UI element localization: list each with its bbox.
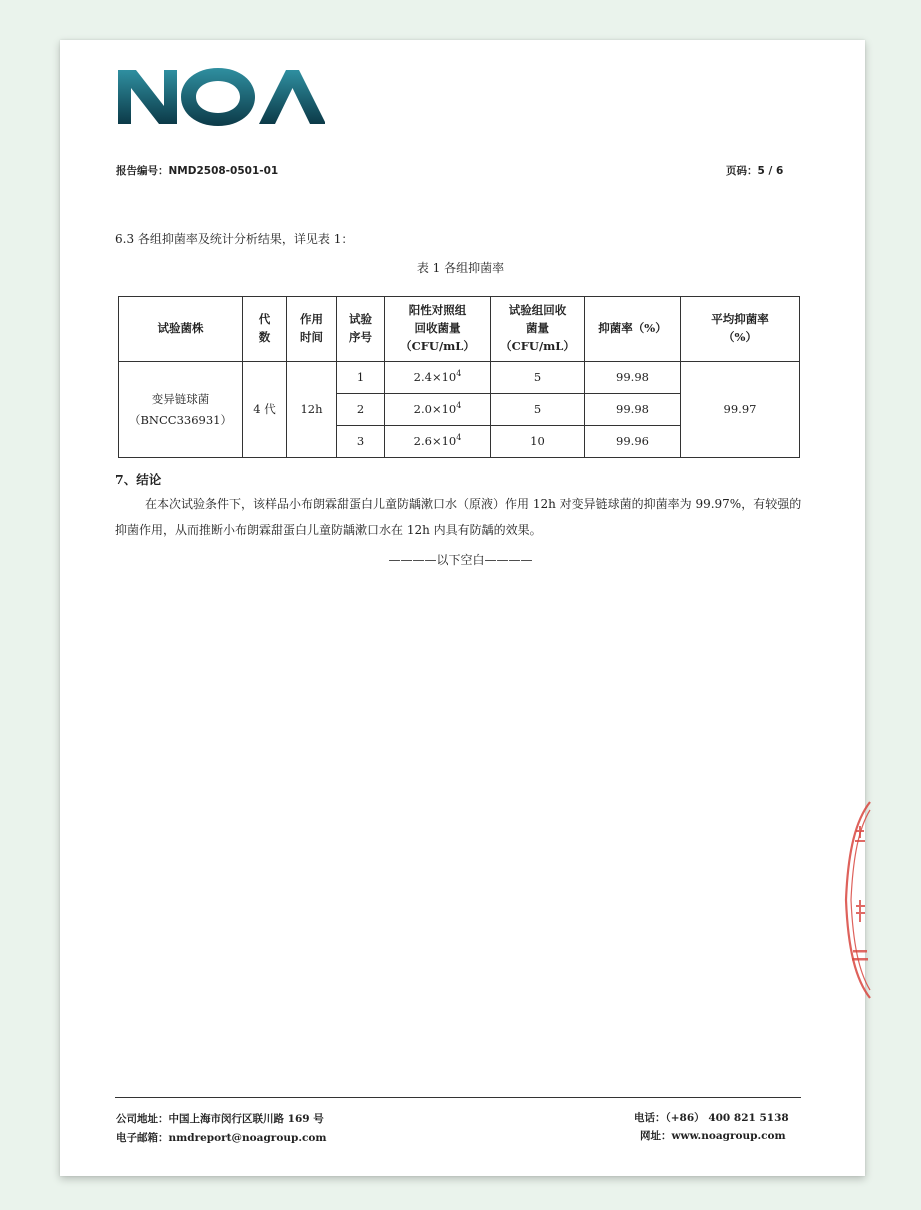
- header-average-line1: 平均抑菌率: [711, 312, 769, 327]
- rate-cell: 99.96: [585, 426, 681, 458]
- control-exponent: 4: [456, 433, 462, 443]
- footer-email: 电子邮箱：nmdreport@noagroup.com: [116, 1132, 327, 1144]
- control-value: 2.6×10: [413, 434, 457, 448]
- report-number: 报告编号：NMD2508-0501-01: [116, 165, 279, 177]
- seq-cell: 2: [337, 394, 385, 426]
- test-cell: 5: [491, 394, 585, 426]
- header-generation-line1: 代: [258, 312, 271, 327]
- header-time: [287, 297, 337, 362]
- header-control: [385, 297, 491, 362]
- footer-phone: 电话：（+86） 400 821 5138: [634, 1112, 789, 1124]
- header-seq: [337, 297, 385, 362]
- control-exponent: 4: [456, 369, 462, 379]
- header-strain: 试验菌株: [119, 297, 243, 362]
- test-cell: 5: [491, 362, 585, 394]
- header-generation-line2: 数: [258, 330, 271, 344]
- control-exponent: 4: [456, 401, 462, 411]
- rate-cell: 99.98: [585, 394, 681, 426]
- header-average-line2: （%）: [723, 330, 757, 344]
- average-cell: 99.97: [681, 362, 800, 458]
- footer-address: 公司地址：中国上海市闵行区联川路 169 号: [116, 1113, 324, 1125]
- conclusion-text: 在本次试验条件下，该样品小布朗霖甜蛋白儿童防龋漱口水（原液）作用 12h 对变异链球菌的抑菌率为 99.97%，有较强的抑菌作用，从而推断小布朗霖甜蛋白儿童防龋漱口水在 12h 内具有防龋的效果。: [115, 497, 802, 537]
- header-control-line2: 回收菌量: [414, 321, 461, 336]
- header-control-line3: （CFU/mL）: [400, 338, 475, 353]
- header-rate: 抑菌率（%）: [585, 297, 681, 362]
- control-value: 2.0×10: [413, 402, 457, 416]
- footer-website: 网址：www.noagroup.com: [640, 1130, 786, 1142]
- control-value: 2.4×10: [413, 370, 457, 384]
- header-generation: [243, 297, 287, 362]
- strain-code: （BNCC336931）: [128, 412, 232, 427]
- footer-divider: [115, 1097, 801, 1098]
- strain-name: 变异链球菌: [151, 391, 210, 406]
- page-number: 页码：5 / 6: [726, 165, 784, 177]
- header-time-line1: 作用: [300, 312, 323, 327]
- rate-cell: 99.98: [585, 362, 681, 394]
- seq-cell: 1: [337, 362, 385, 394]
- header-test: [491, 297, 585, 362]
- section-heading: 6.3 各组抑菌率及统计分析结果，详见表 1：: [115, 232, 354, 246]
- blank-below-marker: ————以下空白————: [388, 553, 533, 567]
- header-test-line3: （CFU/mL）: [500, 338, 575, 353]
- header-average: [681, 297, 800, 362]
- time-cell: 12h: [287, 362, 337, 458]
- header-control-line1: 阳性对照组: [408, 303, 467, 318]
- header-test-line2: 菌量: [526, 321, 549, 336]
- conclusion-title: 7、结论: [115, 472, 162, 487]
- test-cell: 10: [491, 426, 585, 458]
- header-seq-line2: 序号: [349, 330, 372, 344]
- table-header-row: [119, 297, 800, 362]
- report-page: [60, 40, 865, 1176]
- control-cell: [385, 426, 491, 458]
- red-seal-stamp: [826, 800, 871, 1000]
- header-test-line1: 试验组回收: [508, 303, 567, 318]
- control-cell: [385, 394, 491, 426]
- header-time-line2: 时间: [300, 330, 323, 344]
- noa-logo: [115, 62, 325, 130]
- control-cell: [385, 362, 491, 394]
- seq-cell: 3: [337, 426, 385, 458]
- table-caption: 表 1 各组抑菌率: [416, 261, 505, 275]
- results-table: [118, 296, 800, 458]
- strain-cell: [119, 362, 243, 458]
- table-row: [119, 362, 800, 394]
- generation-cell: 4 代: [243, 362, 287, 458]
- header-seq-line1: 试验: [349, 312, 372, 327]
